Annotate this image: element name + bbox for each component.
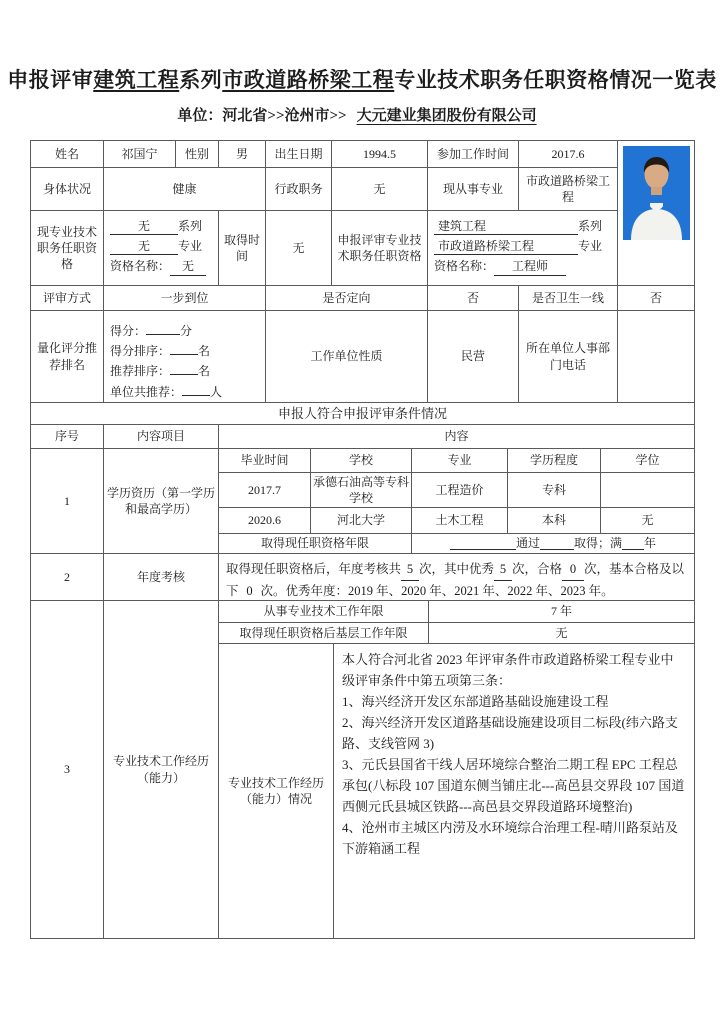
gender-label-cell: 性别 — [175, 140, 219, 168]
current-qual-series: 无 — [110, 218, 178, 235]
current-qual-label-cell: 现专业技术职务任职资格 — [30, 210, 104, 286]
rec-rank-label: 推荐排序： — [110, 364, 171, 379]
education-no-cell: 1 — [30, 448, 104, 554]
edu-row2-degree: 无 — [600, 507, 695, 534]
gender-value-cell: 男 — [218, 140, 266, 168]
assessment-n3: 0 — [562, 559, 584, 581]
review-method-value-cell: 一步到位 — [103, 285, 266, 311]
apply-qual-series: 建筑工程 — [434, 218, 578, 235]
experience-detail-label-cell: 专业技术工作经历（能力）情况 — [218, 643, 334, 939]
assessment-text-cell — [218, 553, 695, 601]
apply-qual-major: 市政道路桥梁工程 — [434, 238, 578, 255]
edu-header-degree: 学位 — [600, 448, 695, 473]
title-series: 建筑工程 — [93, 68, 180, 92]
admin-label-cell: 行政职务 — [265, 167, 332, 211]
apply-qual-name: 工程师 — [494, 258, 566, 275]
edu-header-grad-time: 毕业时间 — [218, 448, 311, 473]
experience-item-cell: 专业技术工作经历（能力） — [103, 600, 219, 939]
obtain-time-value-cell: 无 — [265, 210, 332, 286]
edu-row1-major: 工程造价 — [411, 472, 508, 508]
name-label-cell: 姓名 — [30, 140, 104, 168]
assessment-n4: 0 — [239, 581, 261, 601]
qual-years-p3: 年 — [644, 536, 657, 551]
assessment-s1: 取得现任职资格后，年度考核共 — [226, 562, 402, 576]
major-suffix: 专业 — [178, 239, 203, 254]
health-value-cell: 健康 — [103, 167, 266, 211]
col-item-cell: 内容项目 — [103, 424, 219, 449]
conditions-header-cell: 申报人符合申报评审条件情况 — [30, 402, 695, 425]
unit-label: 单位： — [177, 108, 223, 124]
current-major-value-cell: 市政道路桥梁工程 — [518, 167, 618, 211]
unit-region: 河北省>>沧州市>> — [222, 108, 347, 124]
col-content-cell: 内容 — [218, 424, 695, 449]
edu-header-school: 学校 — [310, 448, 412, 473]
unit-company: 大元建业集团股份有限公司 — [356, 108, 537, 124]
id-photo — [623, 146, 690, 240]
current-qual-detail-cell — [103, 210, 219, 286]
edu-row2-school: 河北大学 — [310, 507, 412, 534]
edu-row2-major: 土木工程 — [411, 507, 508, 534]
work-start-label-cell: 参加工作时间 — [427, 140, 519, 168]
edu-row2-level: 本科 — [507, 507, 601, 534]
qual-years-p2: 取得；满 — [573, 536, 622, 551]
detail-line: 2、海兴经济开发区道路基础设施建设项目二标段(纬六路支路、支线管网 3) — [342, 715, 678, 752]
hr-phone-label-cell: 所在单位人事部门电话 — [518, 310, 618, 403]
detail-line: 1、海兴经济开发区东部道路基础设施建设工程 — [342, 694, 609, 710]
edu-row1-school: 承德石油高等专科学校 — [310, 472, 412, 508]
detail-line: 4、沧州市主城区内涝及水环境综合治理工程-晴川路泵站及下游箱涵工程 — [342, 820, 678, 857]
work-years-value-cell: 7 年 — [428, 600, 695, 623]
qual-years-label-cell: 取得现任职资格年限 — [218, 533, 412, 554]
score-rank-label-cell: 量化评分推荐排名 — [30, 310, 104, 403]
apply-major-suffix: 专业 — [578, 239, 603, 254]
unit-nature-label-cell: 工作单位性质 — [265, 310, 428, 403]
directional-value-cell: 否 — [427, 285, 519, 311]
qual-years-value-cell — [411, 533, 695, 554]
unit-total-unit: 人 — [210, 384, 223, 399]
qual-years-p1: 通过 — [515, 536, 540, 551]
title-suffix: 专业技术职务任职资格情况一览表 — [394, 68, 717, 92]
edu-header-major: 专业 — [411, 448, 508, 473]
edu-row2-grad-time: 2020.6 — [218, 507, 311, 534]
score-detail-cell — [103, 310, 266, 403]
title-major: 市政道路桥梁工程 — [222, 68, 395, 92]
edu-row1-grad-time: 2017.7 — [218, 472, 311, 508]
form-table — [30, 140, 695, 939]
unit-nature-value-cell: 民营 — [427, 310, 519, 403]
assessment-s4: 次，基本合格及以下 — [226, 562, 685, 598]
assessment-n2: 5 — [494, 559, 512, 581]
series-suffix: 系列 — [178, 219, 203, 233]
unit-line — [0, 104, 724, 125]
edu-row1-level: 专科 — [507, 472, 601, 508]
qual-name-label: 资格名称： — [110, 259, 171, 274]
current-major-label-cell: 现从事专业 — [427, 167, 519, 211]
apply-series-suffix: 系列 — [578, 219, 603, 233]
score-rank-unit: 名 — [198, 344, 211, 359]
apply-qual-label-cell: 申报评审专业技术职务任职资格 — [331, 210, 428, 286]
experience-detail-text-cell — [333, 643, 695, 939]
review-method-label-cell: 评审方式 — [30, 285, 104, 311]
grassroots-value-cell: 无 — [428, 622, 695, 644]
col-no-cell: 序号 — [30, 424, 104, 449]
detail-line: 本人符合河北省 2023 年评审条件市政道路桥梁工程专业中级评审条件中第五项第三条： — [342, 652, 674, 689]
assessment-s3: 次，合格 — [512, 562, 563, 576]
assessment-item-cell: 年度考核 — [103, 553, 219, 601]
education-item-cell: 学历资历（第一学历和最高学历） — [103, 448, 219, 554]
score-rank-label: 得分排序： — [110, 344, 171, 359]
apply-qual-detail-cell — [427, 210, 618, 286]
edu-row1-degree — [600, 472, 695, 508]
photo-cell — [617, 140, 695, 286]
title-prefix: 申报评审 — [7, 68, 94, 92]
health-line-value-cell: 否 — [617, 285, 695, 311]
grassroots-label-cell: 取得现任职资格后基层工作年限 — [218, 622, 429, 644]
assessment-no-cell: 2 — [30, 553, 104, 601]
obtain-time-label-cell: 取得时间 — [218, 210, 266, 286]
work-years-label-cell: 从事专业技术工作年限 — [218, 600, 429, 623]
page-title — [0, 64, 724, 94]
current-qual-name: 无 — [170, 258, 206, 275]
birth-label-cell: 出生日期 — [265, 140, 332, 168]
health-label-cell: 身体状况 — [30, 167, 104, 211]
directional-label-cell: 是否定向 — [265, 285, 428, 311]
assessment-s2: 次，其中优秀 — [419, 562, 495, 576]
title-mid: 系列 — [179, 68, 223, 92]
experience-no-cell: 3 — [30, 600, 104, 939]
assessment-s5: 次。优秀年度：2019 年、2020 年、2021 年、2022 年、2023 年。 — [260, 583, 614, 598]
score-label: 得分： — [110, 324, 147, 338]
work-start-value-cell: 2017.6 — [518, 140, 618, 168]
detail-line: 3、元氏县国省干线人居环境综合整治二期工程 EPC 工程总承包(八标段 107 国道东侧当铺庄北---高邑县交界段 107 国道西侧元氏县城区铁路---高邑县交界段道路环境整治) — [342, 757, 685, 815]
health-line-label-cell: 是否卫生一线 — [518, 285, 618, 311]
apply-qual-name-label: 资格名称： — [434, 259, 495, 274]
hr-phone-value-cell — [617, 310, 695, 403]
assessment-n1: 5 — [401, 559, 419, 581]
admin-value-cell: 无 — [331, 167, 428, 211]
edu-header-level: 学历程度 — [507, 448, 601, 473]
unit-total-label: 单位共推荐： — [110, 384, 183, 399]
name-value-cell: 祁国宁 — [103, 140, 176, 168]
rec-rank-unit: 名 — [198, 364, 211, 379]
birth-value-cell: 1994.5 — [331, 140, 428, 168]
current-qual-major: 无 — [110, 238, 178, 255]
score-unit: 分 — [180, 324, 193, 338]
